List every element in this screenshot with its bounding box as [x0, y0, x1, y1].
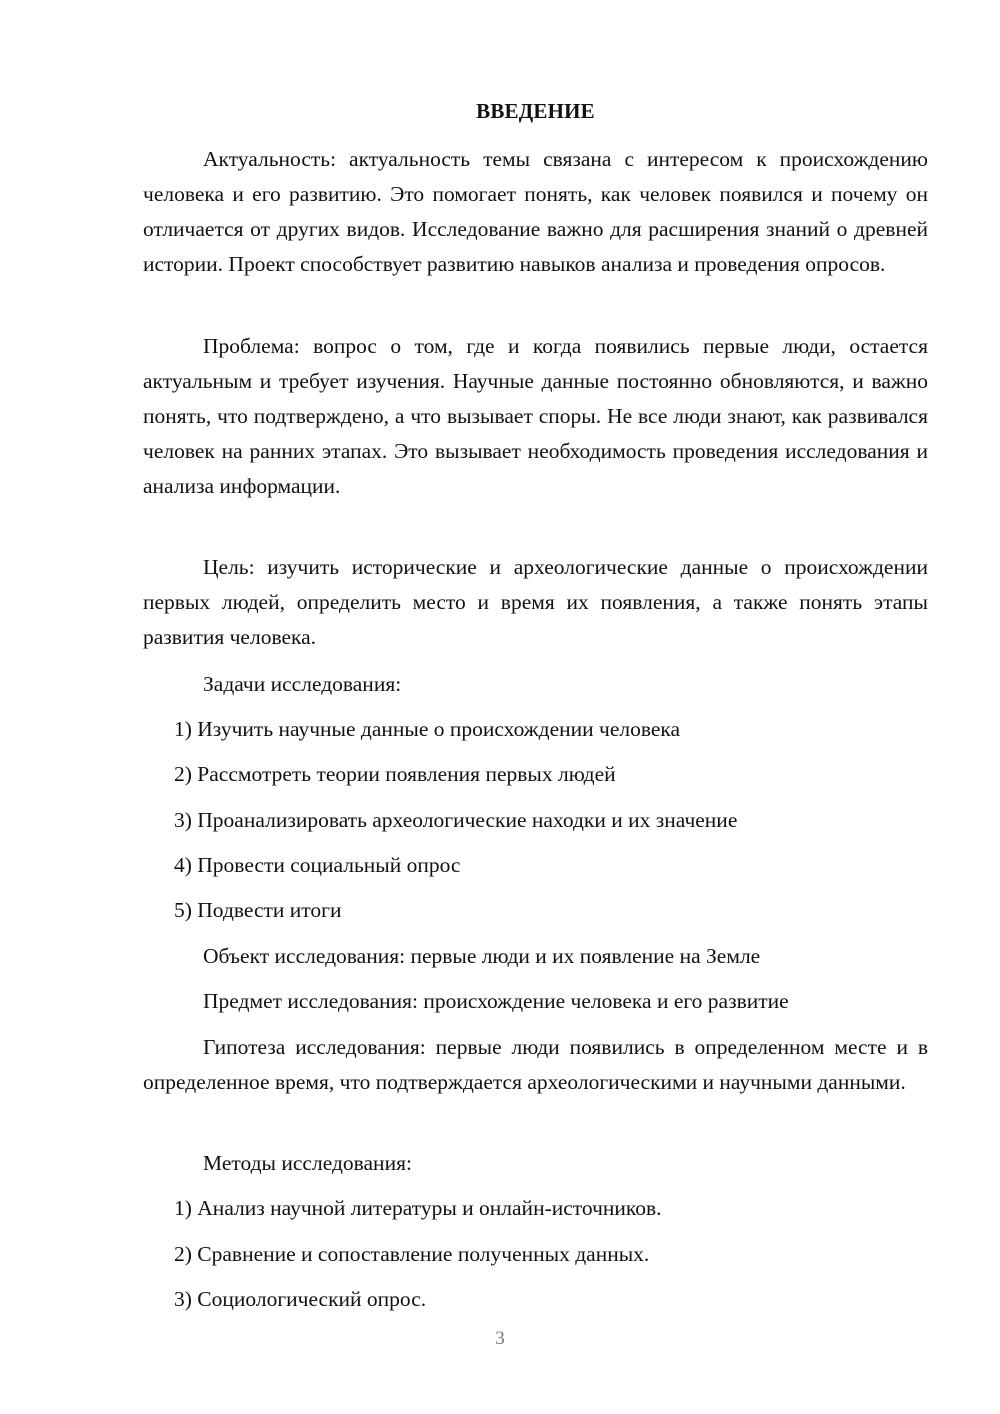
problem-paragraph: Проблема: вопрос о том, где и когда появились первые люди, остается актуальным и требует изучения. Научные данные постоянно обновляются, и важно понять, что подтверждено, а что вызывает споры. Не все люди знают, как развивался человек на ранних этапах. Это вызывает необходимость проведения исследования и анализа информации. [143, 334, 928, 498]
task-item: 5) Подвести итоги [174, 898, 342, 922]
method-item: 1) Анализ научной литературы и онлайн-источников. [174, 1196, 662, 1220]
page-number: 3 [495, 1328, 505, 1349]
hypothesis-paragraph: Гипотеза исследования: первые люди появились в определенном месте и в определенное время, что подтверждается археологическими и научными данными. [143, 1035, 928, 1094]
method-item: 2) Сравнение и сопоставление полученных данных. [174, 1242, 650, 1266]
task-item: 4) Провести социальный опрос [174, 853, 461, 877]
goal-paragraph: Цель: изучить исторические и археологические данные о происхождении первых людей, определить место и время их появления, а также понять этапы развития человека. [143, 555, 928, 649]
task-item: 3) Проанализировать археологические находки и их значение [174, 808, 738, 832]
relevance-paragraph: Актуальность: актуальность темы связана с интересом к происхождению человека и его развитию. Это помогает понять, как человек появился и почему он отличается от других видов. Исследование важно для расширения знаний о древней истории. Проект способствует развитию навыков анализа и проведения опросов. [143, 147, 928, 276]
research-subject: Предмет исследования: происхождение человека и его развитие [203, 989, 789, 1013]
tasks-heading: Задачи исследования: [203, 672, 402, 696]
methods-heading: Методы исследования: [203, 1151, 412, 1175]
task-item: 2) Рассмотреть теории появления первых людей [174, 762, 616, 786]
task-item: 1) Изучить научные данные о происхождении человека [174, 717, 681, 741]
section-title: ВВЕДЕНИЕ [476, 99, 595, 123]
method-item: 3) Социологический опрос. [174, 1287, 427, 1311]
research-object: Объект исследования: первые люди и их появление на Земле [203, 944, 761, 968]
